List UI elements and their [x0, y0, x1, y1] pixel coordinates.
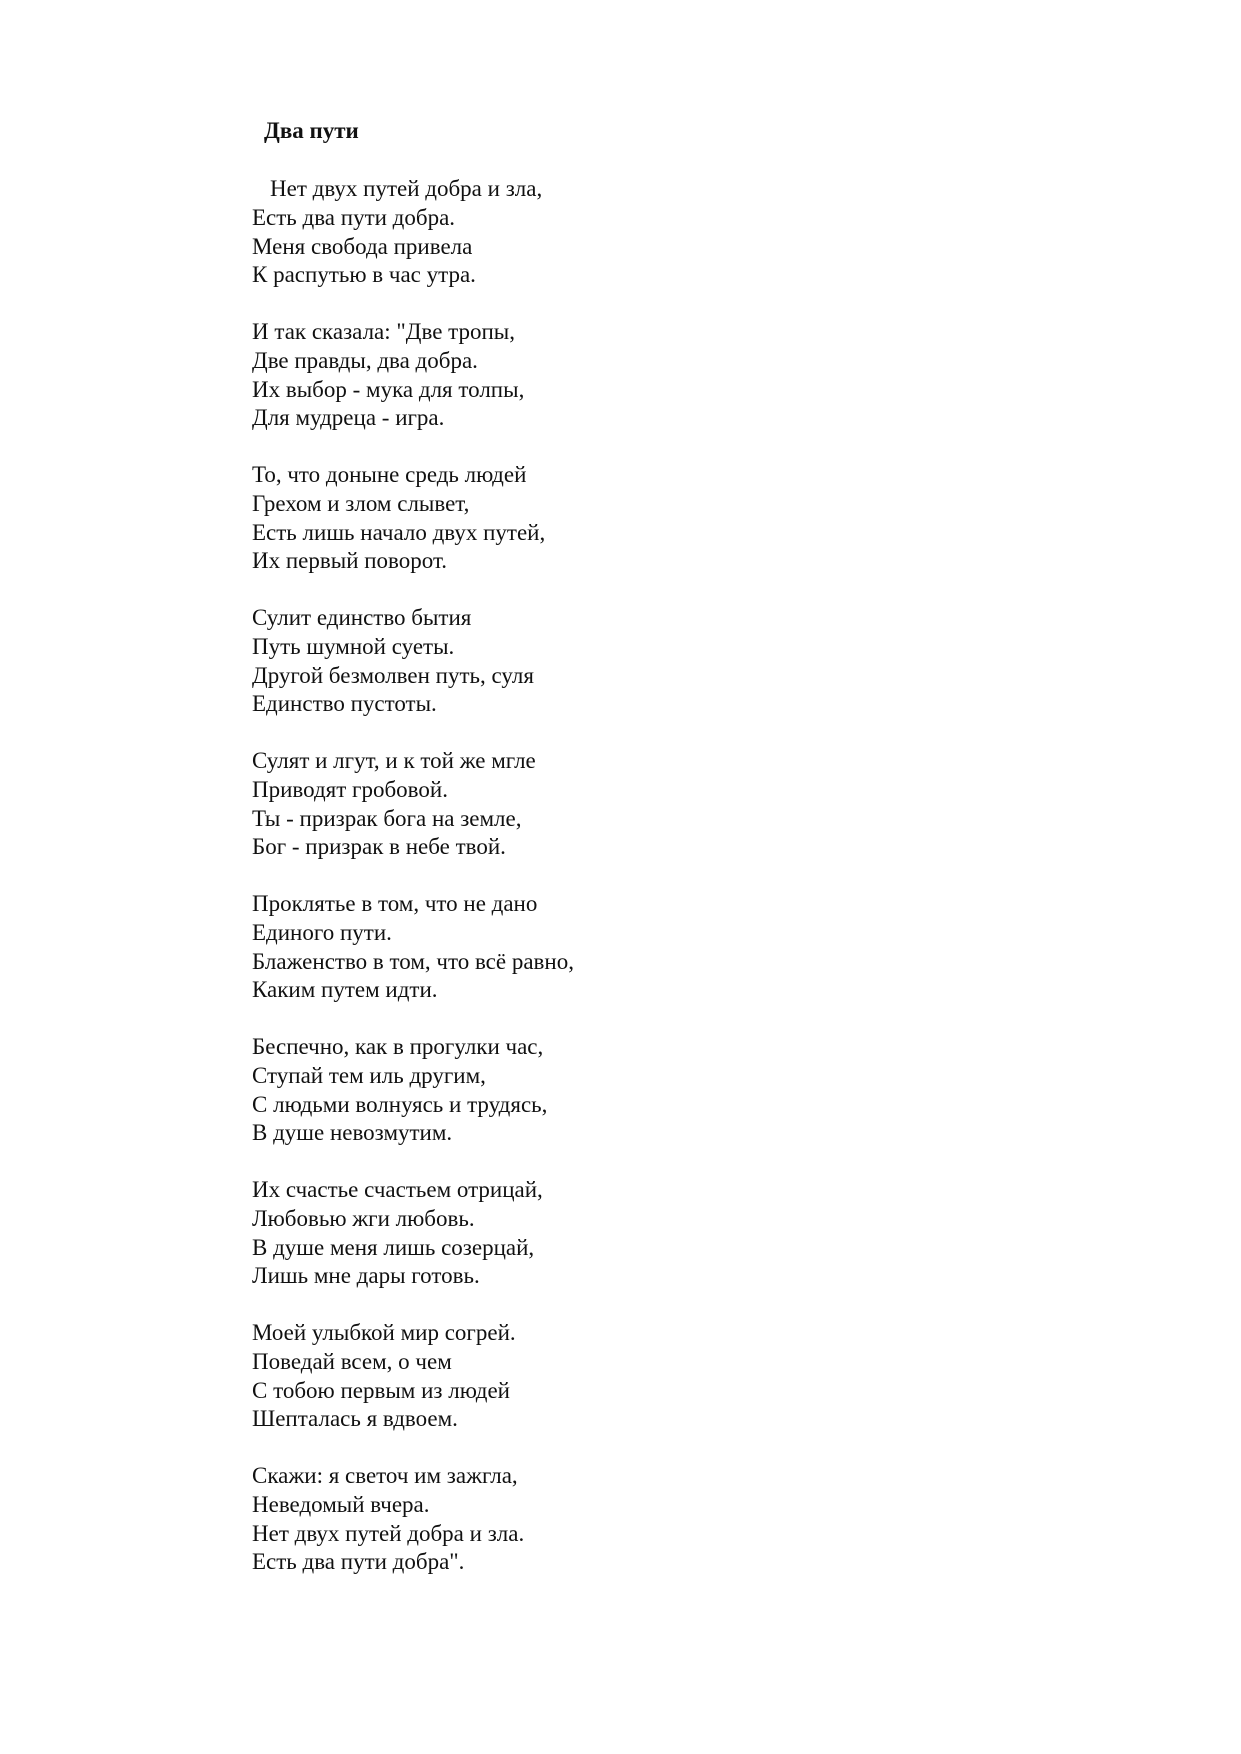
- stanza-7: [252, 1033, 1052, 1176]
- poem-line: В душе меня лишь созерцай,: [252, 1234, 535, 1260]
- poem-line: Неведомый вчера.: [252, 1491, 430, 1517]
- stanza-5: [252, 747, 1052, 890]
- poem-line: Путь шумной суеты.: [252, 633, 455, 659]
- poem-line: К распутью в час утра.: [252, 262, 476, 288]
- poem-line: Для мудреца - игра.: [252, 405, 445, 431]
- poem-line: Бог - призрак в небе твой.: [252, 834, 506, 860]
- poem-line: Ступай тем иль другим,: [252, 1062, 486, 1088]
- poem-line: Сулят и лгут, и к той же мгле: [252, 748, 536, 773]
- poem-line: Нет двух путей добра и зла.: [252, 1520, 525, 1546]
- poem-line: Единство пустоты.: [252, 691, 437, 717]
- poem-title: Два пути: [264, 118, 359, 143]
- poem-body: [252, 175, 1052, 1605]
- poem-line: Их счастье счастьем отрицай,: [252, 1177, 543, 1202]
- poem-line: Шепталась я вдвоем.: [252, 1406, 458, 1432]
- poem-line: Скажи: я светоч им зажгла,: [252, 1463, 518, 1488]
- poem-line: То, что доныне средь людей: [252, 462, 527, 487]
- poem-line: Моей улыбкой мир согрей.: [252, 1320, 516, 1345]
- poem-line: Единого пути.: [252, 919, 392, 945]
- stanza-2: [252, 318, 1052, 461]
- poem-line: Проклятье в том, что не дано: [252, 891, 538, 916]
- poem-line: Их выбор - мука для толпы,: [252, 376, 525, 402]
- stanza-8: [252, 1176, 1052, 1319]
- poem-line: Ты - призрак бога на земле,: [252, 805, 522, 831]
- poem-line: Другой безмолвен путь, суля: [252, 662, 534, 688]
- stanza-10: [252, 1462, 1052, 1605]
- poem-line: Сулит единство бытия: [252, 605, 472, 630]
- poem-line: Есть два пути добра.: [252, 204, 456, 230]
- poem-line: И так сказала: "Две тропы,: [252, 319, 515, 344]
- poem-line: Поведай всем, о чем: [252, 1348, 452, 1374]
- poem-line: Меня свобода привела: [252, 233, 473, 259]
- poem-line: Их первый поворот.: [252, 548, 448, 574]
- poem-line: Беспечно, как в прогулки час,: [252, 1034, 544, 1059]
- stanza-4: [252, 604, 1052, 747]
- poem-line: С тобою первым из людей: [252, 1377, 510, 1403]
- poem-line: Две правды, два добра.: [252, 347, 478, 373]
- stanza-6: [252, 890, 1052, 1033]
- poem-line: Блаженство в том, что всё равно,: [252, 948, 574, 974]
- poem-line: Нет двух путей добра и зла,: [270, 176, 543, 201]
- poem-line: Лишь мне дары готовь.: [252, 1263, 480, 1289]
- poem-line: Приводят гробовой.: [252, 776, 448, 802]
- poem-line: Есть два пути добра".: [252, 1549, 465, 1575]
- poem-line: В душе невозмутим.: [252, 1120, 453, 1146]
- stanza-9: [252, 1319, 1052, 1462]
- poem-line: Каким путем идти.: [252, 977, 438, 1003]
- poem-line: Грехом и злом слывет,: [252, 490, 470, 516]
- poem-line: Есть лишь начало двух путей,: [252, 519, 546, 545]
- poem-line: С людьми волнуясь и трудясь,: [252, 1091, 548, 1117]
- poem-line: Любовью жги любовь.: [252, 1205, 475, 1231]
- stanza-3: [252, 461, 1052, 604]
- stanza-1: [252, 175, 1052, 318]
